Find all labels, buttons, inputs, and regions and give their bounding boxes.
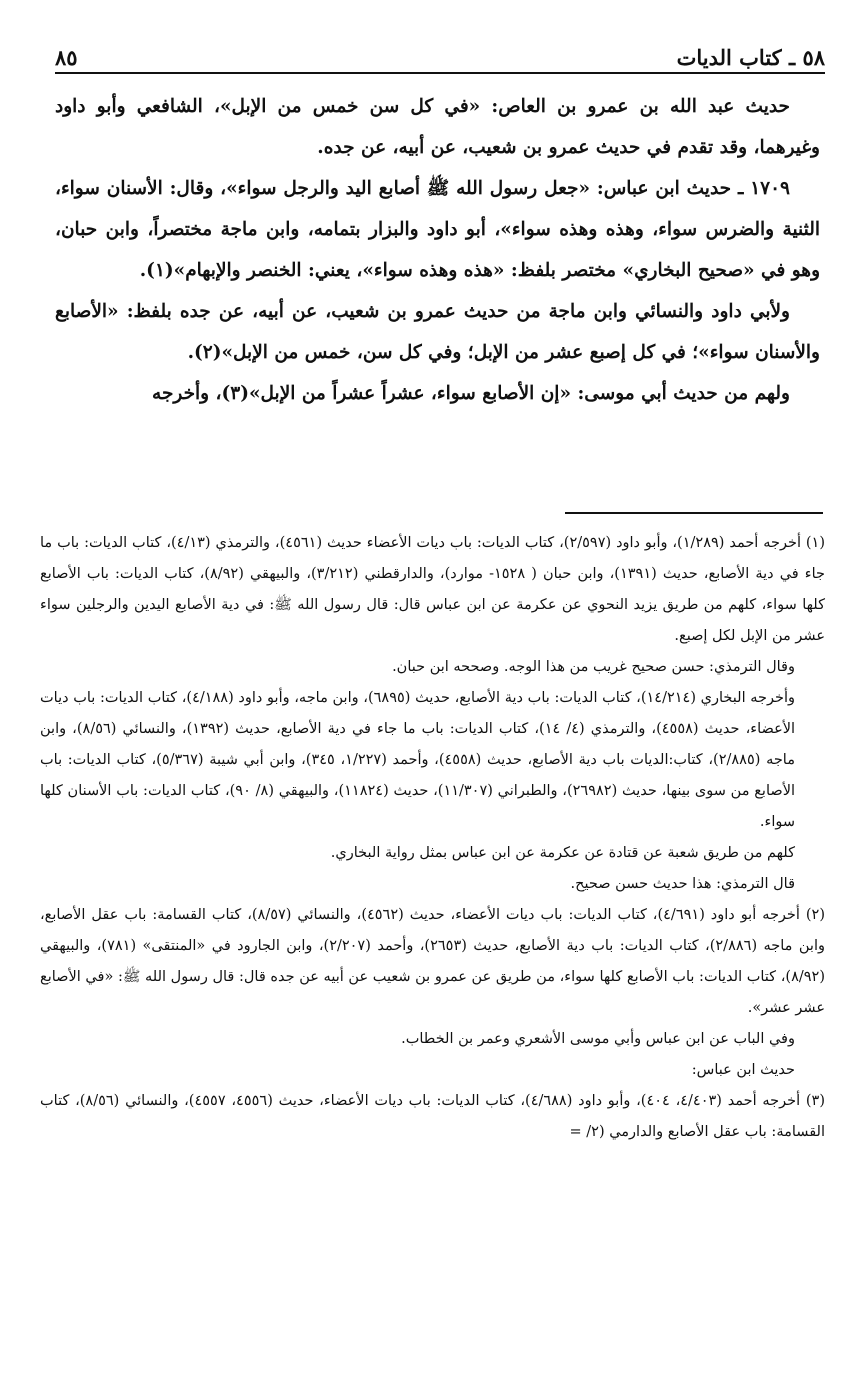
footnote-2: (٢) أخرجه أبو داود (٤/٦٩١)، كتاب الديات: باب ديات الأعضاء، حديث (٤٥٦٢)، والنسائي (٨/٥٧)، كتاب القسامة: باب عقل الأصابع، وابن ماجه (٢/٨٨٦)، كتاب الديات: باب دية الأصابع، حديث (٢٦٥٣)، وأحمد (٢/٢٠٧)، وابن الجارود في «المنتقى» (٧٨١)، والبيهقي (٨/٩٢)، كتاب الديات: باب الأصابع كلها سواء، من طريق عن عمرو بن شعيب عن أبيه عن جده قال: قال رسول الله ﷺ: «في الأصابع عشر عشر».	[40, 907, 826, 1016]
paragraph: حديث عبد الله بن عمرو بن العاص: «في كل سن خمس من الإبل»، الشافعي وأبو داود وغيرهما، وقد تقدم في حديث عمرو بن شعيب، عن أبيه، عن جده.	[55, 96, 820, 158]
header-rule	[55, 72, 825, 74]
footnote-separator	[565, 512, 823, 514]
footnotes	[40, 528, 825, 1148]
footnote-1: (١) أخرجه أحمد (١/٢٨٩)، وأبو داود (٢/٥٩٧)، كتاب الديات: باب ديات الأعضاء حديث (٤٥٦١)، والترمذي (٤/١٣)، كتاب الديات: باب ما جاء في دية الأصابع، حديث (١٣٩١)، وابن حبان ( ١٥٢٨- موارد)، والدارقطني (٣/٢١٢)، والبيهقي (٨/٩٢)، كتاب الديات: باب الأصابع كلها سواء، كلهم من طريق يزيد النحوي عن عكرمة عن ابن عباس قال: قال رسول الله ﷺ: في دية الأصابع اليدين والرجلين سواء عشر من الإبل لكل إصبع.	[40, 535, 826, 644]
footnote-text: حديث ابن عباس:	[691, 1062, 795, 1078]
chapter-title: ٥٨ ـ كتاب الديات	[676, 45, 825, 70]
footnote-text: وقال الترمذي: حسن صحيح غريب من هذا الوجه. وصححه ابن حبان.	[392, 659, 795, 675]
main-text	[55, 86, 820, 414]
footnote-text: كلهم من طريق شعبة عن قتادة عن عكرمة عن ابن عباس بمثل رواية البخاري.	[330, 845, 795, 861]
footnote-text: وفي الباب عن ابن عباس وأبي موسى الأشعري وعمر بن الخطاب.	[401, 1031, 795, 1047]
paragraph: ولهم من حديث أبي موسى: «إن الأصابع سواء، عشراً عشراً من الإبل»(٣)، وأخرجه	[152, 383, 790, 404]
hadith-1709: ١٧٠٩ ـ حديث ابن عباس: «جعل رسول الله ﷺ أصابع اليد والرجل سواء»، وقال: الأسنان سواء، الثنية والضرس سواء، وهذه وهذه سواء»، أبو داود والبزار بتمامه، وابن ماجة مختصراً، وابن حبان، وهو في «صحيح البخاري» مختصر بلفظ: «هذه وهذه سواء»، يعني: الخنصر والإبهام»(١).	[55, 178, 820, 281]
paragraph: ولأبي داود والنسائي وابن ماجة من حديث عمرو بن شعيب، عن أبيه، عن جده بلفظ: «الأصابع والأسنان سواء»؛ في كل إصبع عشر من الإبل؛ وفي كل سن، خمس من الإبل»(٢).	[55, 301, 820, 363]
footnote-text: وأخرجه البخاري (١٤/٢١٤)، كتاب الديات: باب دية الأصابع، حديث (٦٨٩٥)، وابن ماجه، وأبو داود (٤/١٨٨)، كتاب الديات: باب ديات الأعضاء، حديث (٤٥٥٨)، والترمذي (٤/ ١٤)، كتاب الديات: باب ما جاء في دية الأصابع، حديث (١٣٩٢)، والنسائي (٨/٥٦)، وابن ماجه (٢/٨٨٥)، كتاب:الديات باب دية الأصابع، حديث (٤٥٥٨)، وأحمد (١/٢٢٧، ٣٤٥)، وابن أبي شيبة (٥/٣٦٧)، كتاب الديات: باب الأصابع من سوى بينها، حديث (٢٦٩٨٢)، والطبراني (١١/٣٠٧)، حديث (١١٨٢٤)، والبيهقي (٨/ ٩٠)، كتاب الديات: باب الأسنان كلها سواء.	[40, 690, 796, 830]
footnote-text: قال الترمذي: هذا حديث حسن صحيح.	[570, 876, 795, 892]
footnote-3: (٣) أخرجه أحمد (٤/٤٠٣، ٤٠٤)، وأبو داود (٤/٦٨٨)، كتاب الديات: باب ديات الأعضاء، حديث (٤٥٥٦، ٤٥٥٧)، والنسائي (٨/٥٦)، كتاب القسامة: باب عقل الأصابع والدارمي (٢/ =	[40, 1093, 826, 1140]
page-number: ٨٥	[55, 45, 78, 70]
page-header	[55, 38, 825, 70]
